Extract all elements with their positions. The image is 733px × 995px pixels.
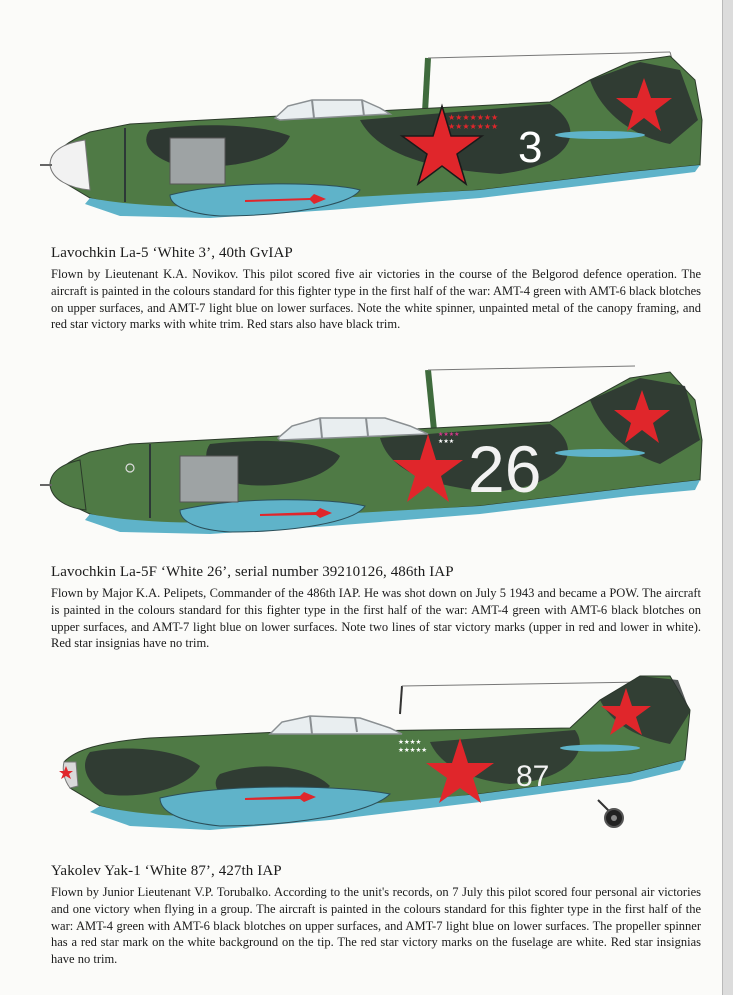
aircraft-profile-la5 xyxy=(30,40,710,230)
la5f-profile-illustration xyxy=(30,360,710,550)
caption-yak1 xyxy=(51,863,701,968)
victory-marks-la5f: ★★★★ ★★★ xyxy=(438,431,460,445)
victory-marks-la5: ★★★★★★★ ★★★★★★★ xyxy=(448,113,499,131)
yak1-profile-illustration xyxy=(30,670,710,850)
aircraft-profile-yak1 xyxy=(30,670,710,850)
caption-la5f xyxy=(51,564,701,652)
aircraft-description: Flown by Major K.A. Pelipets, Commander of the 486th IAP. He was shot down on July 5 1943 and became a POW. The aircraft is painted in the colours standard for this fighter type in the first half of the war: AMT-4 green with AMT-6 black blotches on upper surfaces, and AMT-7 light blue on lower surfaces. Note two lines of star victory marks (upper in red and lower in white). Red star insignias have no trim. xyxy=(51,586,701,651)
page-edge xyxy=(722,0,733,995)
aircraft-title: Yakolev Yak-1 ‘White 87’, 427th IAP xyxy=(51,863,282,879)
tactical-number-la5f: 26 xyxy=(468,432,542,506)
aircraft-profile-la5f xyxy=(30,360,710,550)
tactical-number-la5: 3 xyxy=(518,123,543,172)
aircraft-description: Flown by Lieutenant K.A. Novikov. This pilot scored five air victories in the course of the Belgorod defence operation. The aircraft is painted in the colours standard for this fighter type in the first half of the war: AMT-4 green with AMT-6 black blotches on upper surfaces, and AMT-7 light blue on lower surfaces. Note the white spinner, unpainted metal of the canopy framing, and red star victory marks with white trim. Red stars also have black trim. xyxy=(51,267,701,332)
aircraft-description: Flown by Junior Lieutenant V.P. Torubalko. According to the unit's records, on 7 July this pilot scored four personal air victories and one victory when flying in a group. The aircraft is painted in the colours standard for this fighter type in the first half of the war: AMT-4 green with AMT-6 black blotches on upper surfaces, and AMT-7 light blue on lower surfaces. The propeller spinner has a red star mark on the white background on the tip. The red star victory marks on the fuselage are white. Red star insignias have no trim. xyxy=(51,885,701,967)
la5-profile-illustration xyxy=(30,40,710,230)
caption-la5 xyxy=(51,245,701,333)
aircraft-title: Lavochkin La-5 ‘White 3’, 40th GvIAP xyxy=(51,245,293,261)
aircraft-title: Lavochkin La-5F ‘White 26’, serial number 39210126, 486th IAP xyxy=(51,564,454,580)
victory-marks-yak1: ★★★★ ★★★★★ xyxy=(398,738,428,754)
tactical-number-yak1: 87 xyxy=(516,760,550,793)
